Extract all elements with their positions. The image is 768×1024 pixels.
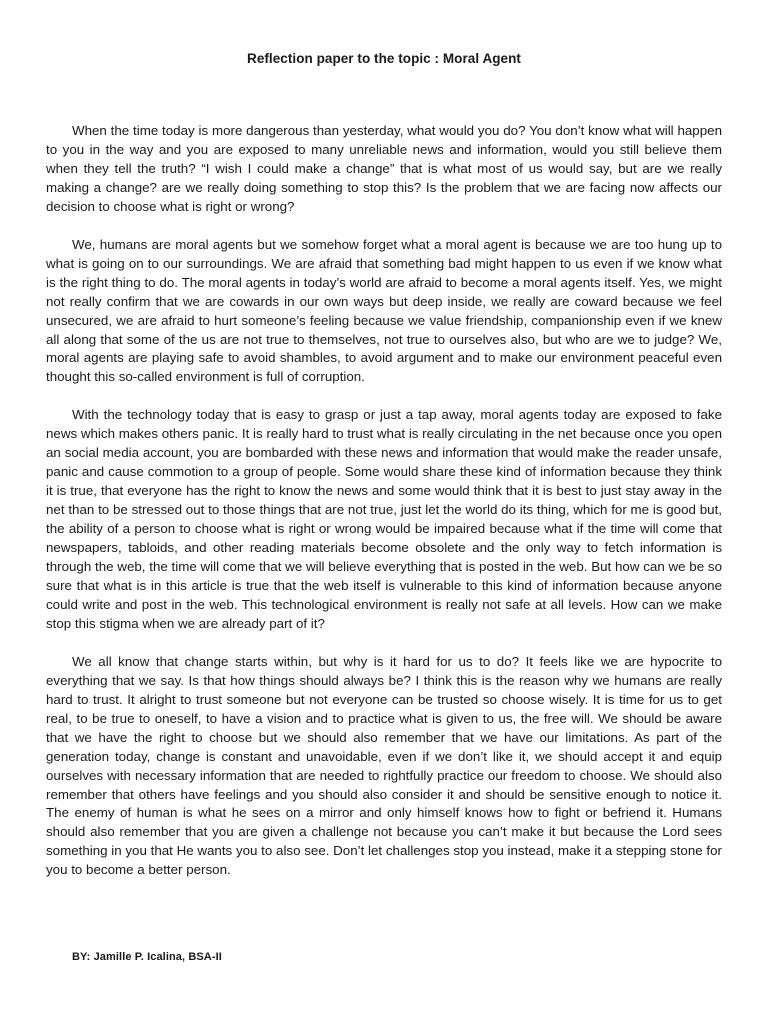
document-body	[46, 122, 722, 899]
paragraph-2: We, humans are moral agents but we somehow forget what a moral agent is because we are too hung up to what is going on to our surroundings. We are afraid that something bad might happen to us even if we know what is the right thing to do. The moral agents in today’s world are afraid to become a moral agents itself. Yes, we might not really confirm that we are cowards in our own ways but deep inside, we really are coward because we feel unsecured, we are afraid to hurt someone’s feeling because we value friendship, companionship even if we knew all along that some of the us are not true to themselves, not true to ourselves also, but who are we to judge? We, moral agents are playing safe to avoid shambles, to avoid argument and to make our environment peaceful even thought this so-called environment is full of corruption.	[46, 236, 722, 385]
paragraph-3: With the technology today that is easy to grasp or just a tap away, moral agents today are exposed to fake news which makes others panic. It is really hard to trust what is really circulating in the net because once you open an social media account, you are bombarded with these news and information that would make the reader unsafe, panic and cause commotion to a group of people. Some would share these kind of information because they think it is true, that everyone has the right to know the news and some would think that it is best to just stay away in the net than to be stressed out to those things that are not true, just let the world do its thing, which for me is good but, the ability of a person to choose what is right or wrong would be impaired because what if the time will come that newspapers, tabloids, and other reading materials become obsolete and the only way to fetch information is through the web, the time will come that we will believe everything that is posted in the web. But how can we be so sure that what is in this article is true that the web itself is vulnerable to this kind of information because anyone could write and post in the web. This technological environment is really not safe at all levels. How can we make stop this stigma when we are already part of it?	[46, 407, 722, 631]
paragraph-4: We all know that change starts within, but why is it hard for us to do? It feels like we are hypocrite to everything that we say. Is that how things should always be? I think this is the reason why we humans are really hard to trust. It alright to trust someone but not everyone can be trusted so choose wisely. It is time for us to get real, to be true to oneself, to have a vision and to practice what is given to us, the free will. We should be aware that we have the right to choose but we should also remember that we have our limitations. As part of the generation today, change is constant and unavoidable, even if we don’t like it, we should accept it and equip ourselves with necessary information that are needed to rightfully practice our freedom to choose. We should also remember that others have feelings and you should also consider it and should be sensitive enough to notice it. The enemy of human is what he sees on a mirror and only himself knows how to fight or befriend it. Humans should also remember that you are given a challenge not because you can’t make it but because the Lord sees something in you that He wants you to also see. Don’t let challenges stop you instead, make it a stepping stone for you to become a better person.	[46, 653, 722, 878]
document-title: Reflection paper to the topic : Moral Agent	[247, 51, 521, 66]
paragraph-1: When the time today is more dangerous than yesterday, what would you do? You don’t know what will happen to you in the way and you are exposed to many unreliable news and information, would you still believe them when they tell the truth? “I wish I could make a change” that is what most of us would say, but are we really making a change? are we really doing something to stop this? Is the problem that we are facing now affects our decision to choose what is right or wrong?	[46, 123, 722, 214]
author-byline: BY: Jamille P. Icalina, BSA-II	[72, 951, 222, 963]
